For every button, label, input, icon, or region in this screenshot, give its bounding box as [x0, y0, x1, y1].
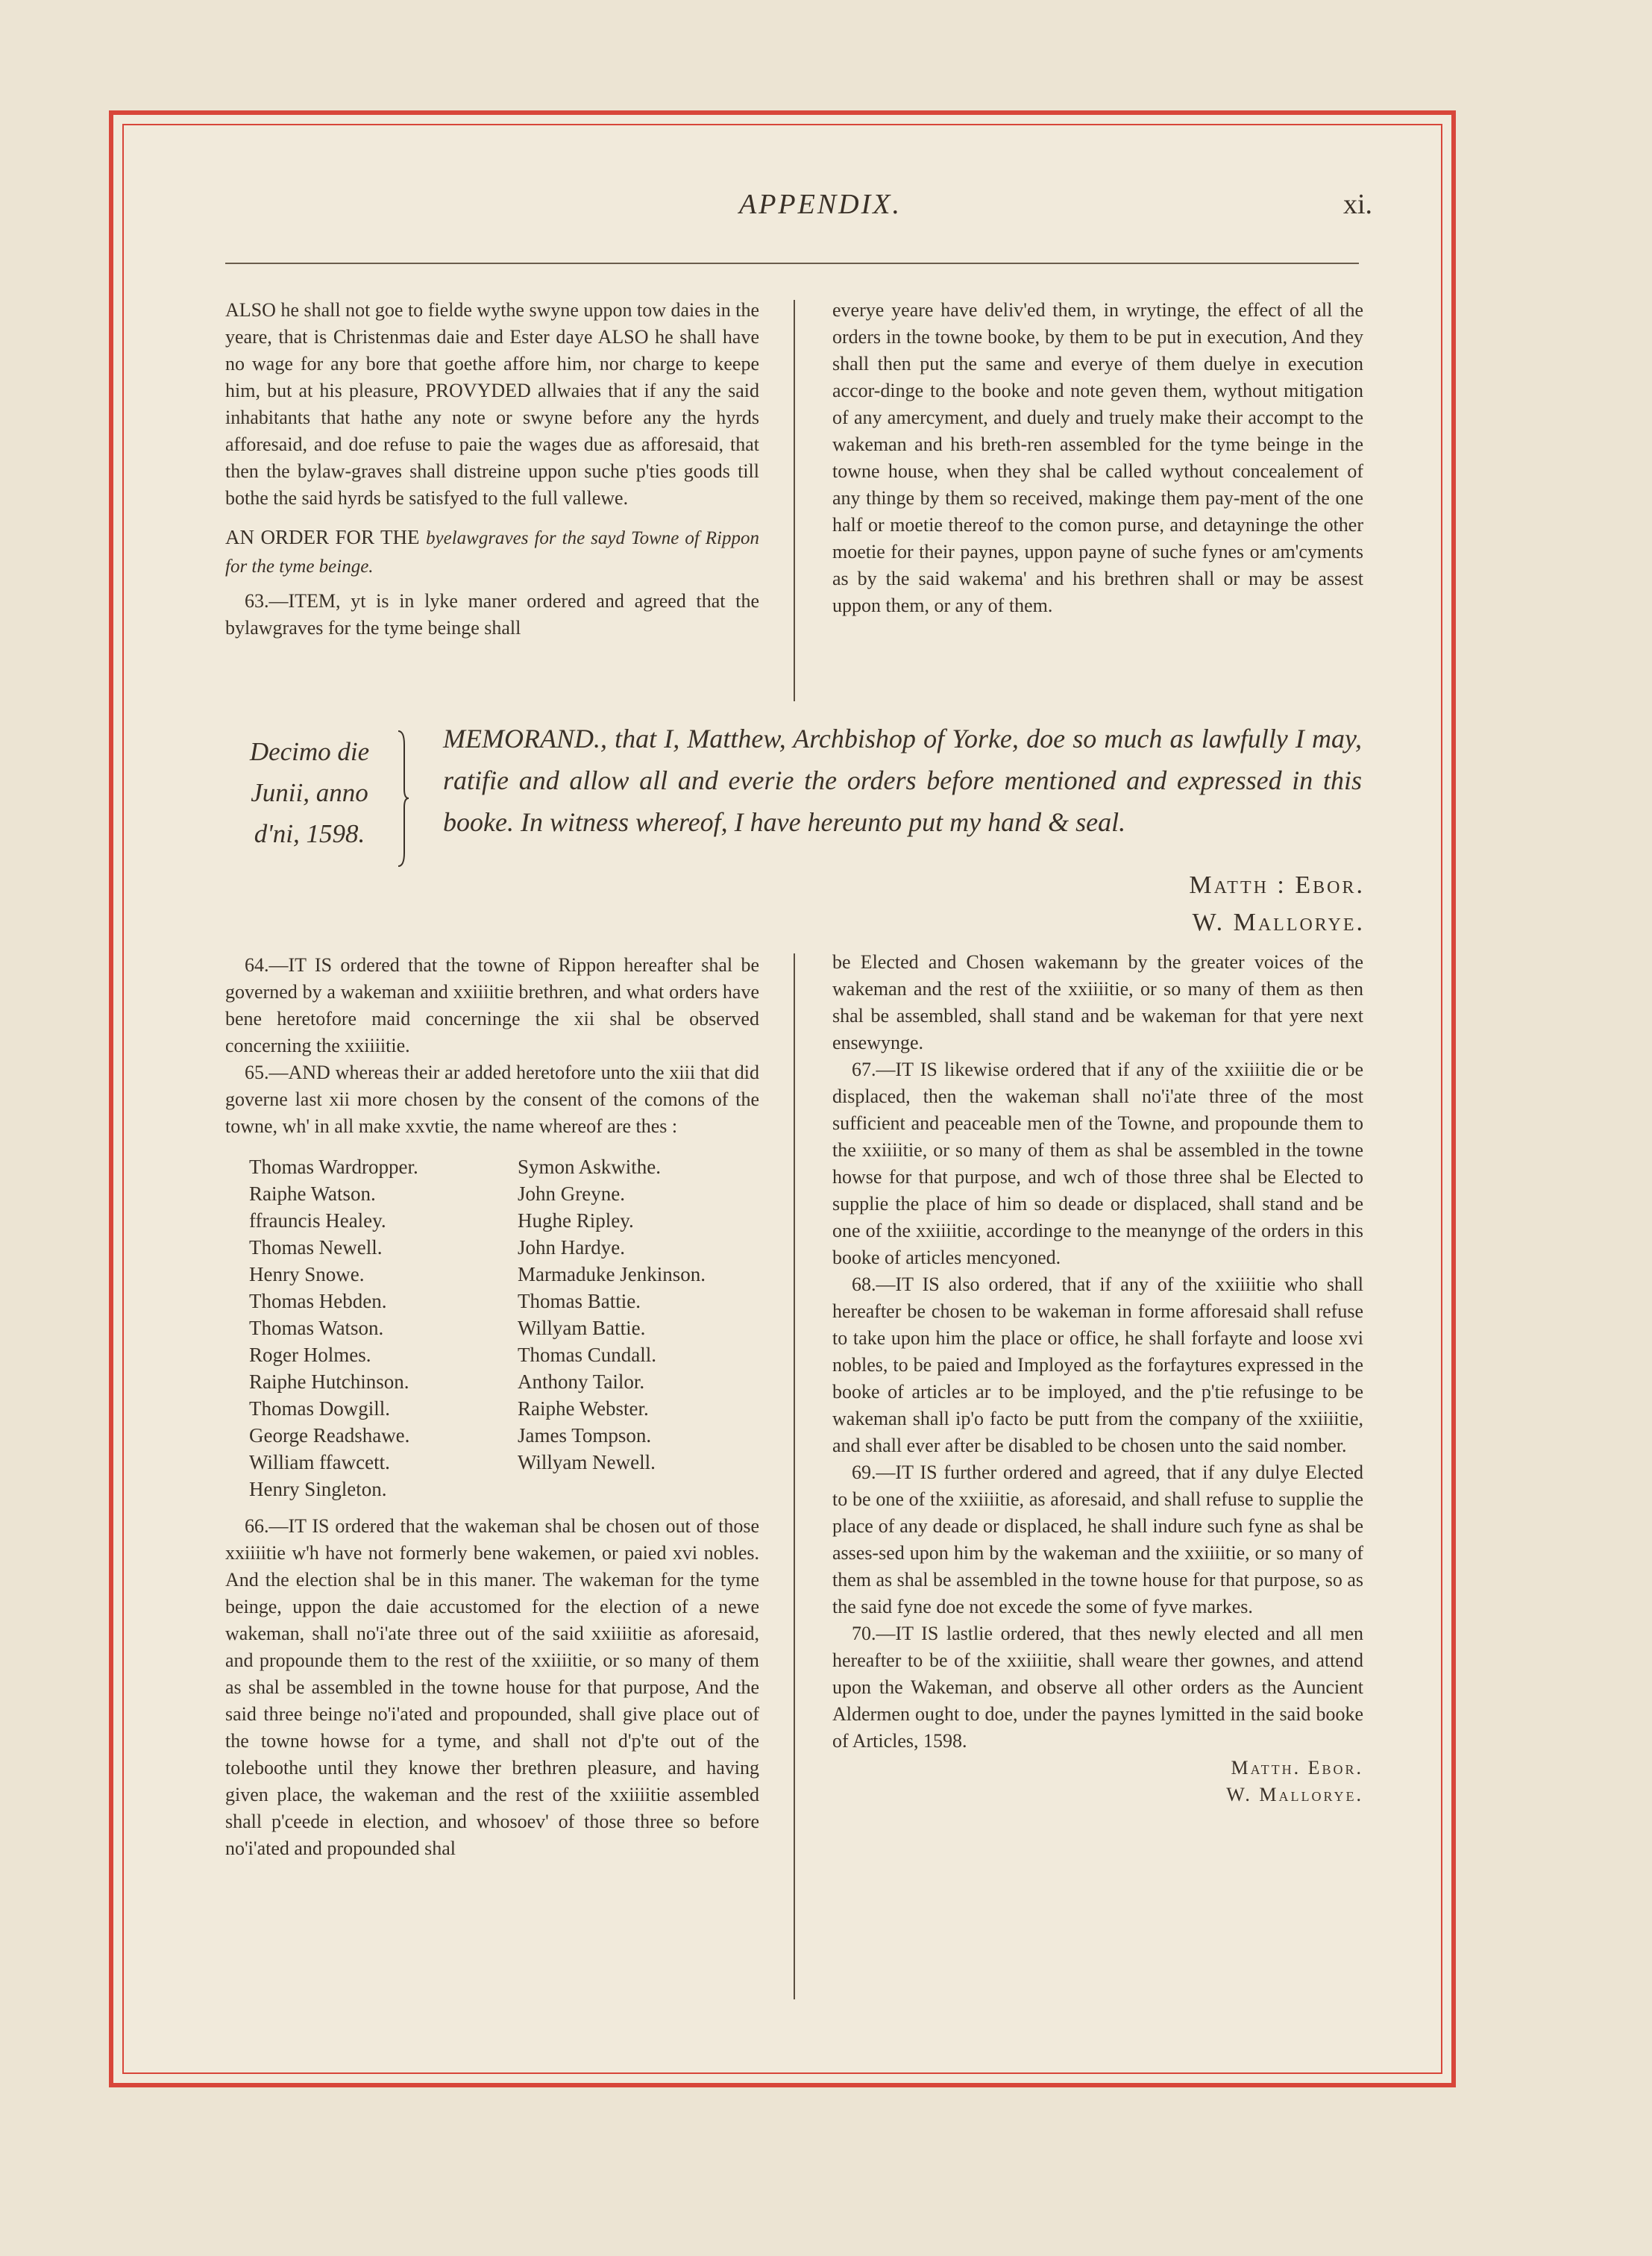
- names-column-2: [518, 1153, 706, 1503]
- top-left-column: [225, 297, 759, 642]
- list-item: Thomas Cundall.: [518, 1344, 656, 1366]
- header-rule: [225, 263, 1359, 264]
- list-item: Anthony Tailor.: [518, 1370, 645, 1393]
- paragraph-66-cont: be Elected and Chosen wakemann by the greater voices of the wakeman and the rest of the xxiiiitie, or so many of them as then shal be assembled, shall stand and be wakeman for that yere next ensewynge.: [832, 951, 1363, 1053]
- order-heading-caps: AN ORDER FOR THE: [225, 526, 420, 548]
- brace-icon: [395, 730, 410, 868]
- paragraph-bylawgraves-cont: everye yeare have deliv'ed them, in wrytinge, the effect of all the orders in the towne booke, by them to be put in execution, And they shall then put the same and everye of them duelye in execution accor-dinge to the booke and note geven them, wythout mitigation of any amercyment, and duely and truely make their accompt to the wakeman and his breth-ren assembled for the tyme beinge in the towne house, when they shal be called wythout concealement of any thinge by them so received, makinge them pay-ment of the one half or moetie thereof to the comon purse, and detayninge the other moetie for their paynes, uppon payne of suche fynes or am'cyments as by the said wakema' and his brethren shall or may be assest uppon them, or any of them.: [832, 299, 1363, 616]
- memorandum-margin-note: [224, 731, 395, 854]
- top-column-divider: [794, 300, 795, 701]
- signature-archbishop: Matth : Ebor.: [1189, 871, 1365, 899]
- paragraph-68: 68.—IT IS also ordered, that if any of the xxiiiitie who shall hereafter be chosen to be wakeman in forme afforesaid shall refuse to take upon him the place or office, he shall forfayte and loose xvi nobles, to be paied and Imployed as the forfaytures expressed in the booke of articles ar to be imployed, and the p'tie refusinge to be wakeman shall ip'o facto be putt from the company of the xxiiiitie, and shall ever after be disabled to be chosen unto the said nomber.: [832, 1273, 1363, 1456]
- paragraph-66: 66.—IT IS ordered that the wakeman shal be chosen out of those xxiiiitie w'h have not formerly bene wakemen, or paied xvi nobles. And the election shal be in this maner. The wakeman for the tyme beinge, uppon the daie accustomed for the election of a newe wakeman, shall no'i'ate three out of the said xxiiiitie as aforesaid, and propounde them to the rest of the xxiiiitie, or so many of them as shal be assembled in the towne house for that purpose, And the said three beinge no'i'ated and propounded, shall give place out of the towne howse for a tyme, and shall not d'p'te out of the toleboothe until they knowe ther brethren pleasure, and having given place, the wakeman and the rest of the xxiiiitie assembled shall p'ceede in election, and whosoev' of those three so before no'i'ated and propounded shal: [225, 1515, 759, 1859]
- list-item: Symon Askwithe.: [518, 1156, 662, 1178]
- list-item: Roger Holmes.: [249, 1344, 371, 1366]
- list-item: ffrauncis Healey.: [249, 1209, 386, 1232]
- paragraph-65: 65.—AND whereas their ar added heretofore unto the xiii that did governe last xii more chosen by the consent of the comons of the towne, wh' in all make xxvtie, the name whereof are thes :: [225, 1062, 759, 1137]
- bottom-right-column: [832, 949, 1363, 1808]
- list-item: Thomas Wardropper.: [249, 1156, 418, 1178]
- list-item: Willyam Newell.: [518, 1451, 656, 1473]
- margin-note-line: Decimo die: [249, 737, 370, 766]
- list-item: Thomas Newell.: [249, 1236, 383, 1259]
- paragraph-70: 70.—IT IS lastlie ordered, that thes newly elected and all men hereafter to be of the xxiiiitie, shall weare ther gownes, and attend upon the Wakeman, and observe all other orders as the Auncient Aldermen ought to doe, under the paynes lymitted in the said booke of Articles, 1598.: [832, 1623, 1363, 1752]
- memorandum-text: MEMORAND., that I, Matthew, Archbishop of Yorke, doe so much as lawfully I may, ratifie and allow all and everie the orders before mentioned and expressed in this booke. In witness whereof, I have hereunto put my hand & seal.: [443, 724, 1362, 837]
- closing-signature-archbishop: Matth. Ebor.: [1231, 1757, 1363, 1779]
- list-item: Henry Snowe.: [249, 1263, 365, 1285]
- list-item: Thomas Dowgill.: [249, 1397, 390, 1420]
- list-item: Thomas Watson.: [249, 1317, 384, 1339]
- page-number: xi.: [1342, 189, 1372, 220]
- closing-signature-mallorye: W. Mallorye.: [1226, 1784, 1363, 1805]
- paragraph-swyne: ALSO he shall not goe to fielde wythe swyne uppon tow daies in the yeare, that is Christenmas daie and Ester daye ALSO he shall have no wage for any bore that goethe affore him, nor charge to keepe him, but at his pleasure, PROVYDED allwaies that if any the said inhabitants that hathe any note or swyne before any the hyrds afforesaid, and doe refuse to paie the wages due as afforesaid, that then the bylaw-graves shall distreine uppon suche p'ties goods till bothe the said hyrds be satisfyed to the full vallewe.: [225, 299, 759, 509]
- paragraph-67: 67.—IT IS likewise ordered that if any of the xxiiiitie die or be displaced, then the wakeman shall no'i'ate three of the most sufficient and peaceable men of the Towne, and propounde them to the xxiiiitie, or so many of them as shal be assembled in the towne howse for that purpose, and wch of those three shal be Elected to supplie the place of him so deade or displaced, shall stand and be one of the xxiiiitie, accordinge to the meanynge of the orders in this booke of articles mencyoned.: [832, 1059, 1363, 1268]
- names-column-1: [249, 1153, 518, 1503]
- margin-note-line: Junii, anno: [251, 778, 368, 807]
- bottom-column-divider: [794, 953, 795, 1999]
- list-item: John Greyne.: [518, 1182, 625, 1205]
- list-item: Raiphe Watson.: [249, 1182, 376, 1205]
- list-item: Willyam Battie.: [518, 1317, 646, 1339]
- list-item: Thomas Hebden.: [249, 1290, 387, 1312]
- list-item: John Hardye.: [518, 1236, 625, 1259]
- bottom-left-column: [225, 952, 759, 1862]
- paragraph-64: 64.—IT IS ordered that the towne of Rippon hereafter shal be governed by a wakeman and xxiiiitie brethren, and what orders have bene heretofore maid concerninge the xii shal be observed concerning the xxiiiitie.: [225, 954, 759, 1056]
- order-heading-italic: byelawgraves for the sayd Towne of Rippon for the tyme beinge.: [225, 528, 759, 577]
- list-item: William ffawcett.: [249, 1451, 390, 1473]
- list-item: Raiphe Hutchinson.: [249, 1370, 409, 1393]
- paragraph-63: 63.—ITEM, yt is in lyke maner ordered and agreed that the bylawgraves for the tyme beinge shall: [225, 590, 759, 639]
- top-right-column: [832, 297, 1363, 619]
- list-item: Hughe Ripley.: [518, 1209, 634, 1232]
- list-item: George Readshawe.: [249, 1424, 410, 1447]
- names-list: [249, 1153, 759, 1503]
- list-item: Henry Singleton.: [249, 1478, 387, 1500]
- list-item: Marmaduke Jenkinson.: [518, 1263, 706, 1285]
- list-item: Thomas Battie.: [518, 1290, 641, 1312]
- paragraph-69: 69.—IT IS further ordered and agreed, that if any dulye Elected to be one of the xxiiiitie, as aforesaid, and shall refuse to supplie the place of any deade or displaced, he shall indure such fyne as shal be asses-sed upon him by the wakeman and the xxiiiitie, or so many of them as shal be assembled in the towne house for that purpose, so as the said fyne doe not excede the some of fyve markes.: [832, 1461, 1363, 1617]
- list-item: Raiphe Webster.: [518, 1397, 649, 1420]
- page-title: APPENDIX.: [738, 189, 902, 220]
- order-heading: [225, 524, 759, 580]
- signature-mallorye: W. Mallorye.: [1192, 909, 1365, 936]
- list-item: James Tompson.: [518, 1424, 652, 1447]
- margin-note-line: d'ni, 1598.: [254, 819, 365, 848]
